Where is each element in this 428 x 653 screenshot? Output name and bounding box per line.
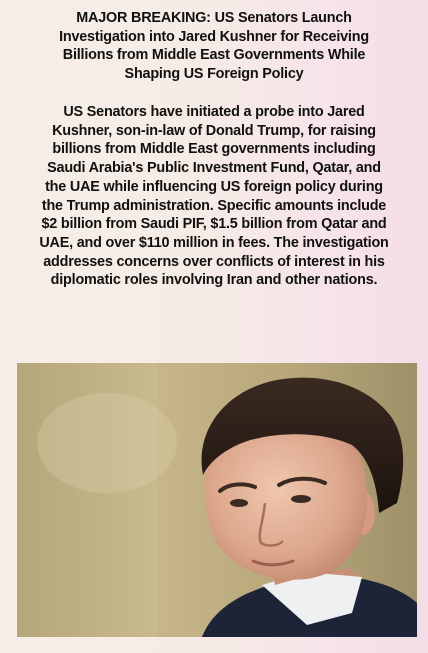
article-body: US Senators have initiated a probe into Jared Kushner, son-in-law of Donald Trump, for raising billions from Middle East governments including Saudi Arabia's Public Investment Fund, Qatar, and the UAE while influencing US foreign policy during the Trump administration. Specific amounts include $2 billion from Saudi PIF, $1.5 billion from Qatar and UAE, and over $110 million in fees. The investigation addresses concerns over conflicts of interest in his diplomatic roles involving Iran and other nations. xyxy=(39,104,389,289)
portrait-illustration xyxy=(17,363,417,637)
headline: MAJOR BREAKING: US Senators Launch Investigation into Jared Kushner for Receiving Billions from Middle East Governments While Shaping US Foreign Policy xyxy=(59,10,369,83)
portrait-photo xyxy=(17,363,417,637)
